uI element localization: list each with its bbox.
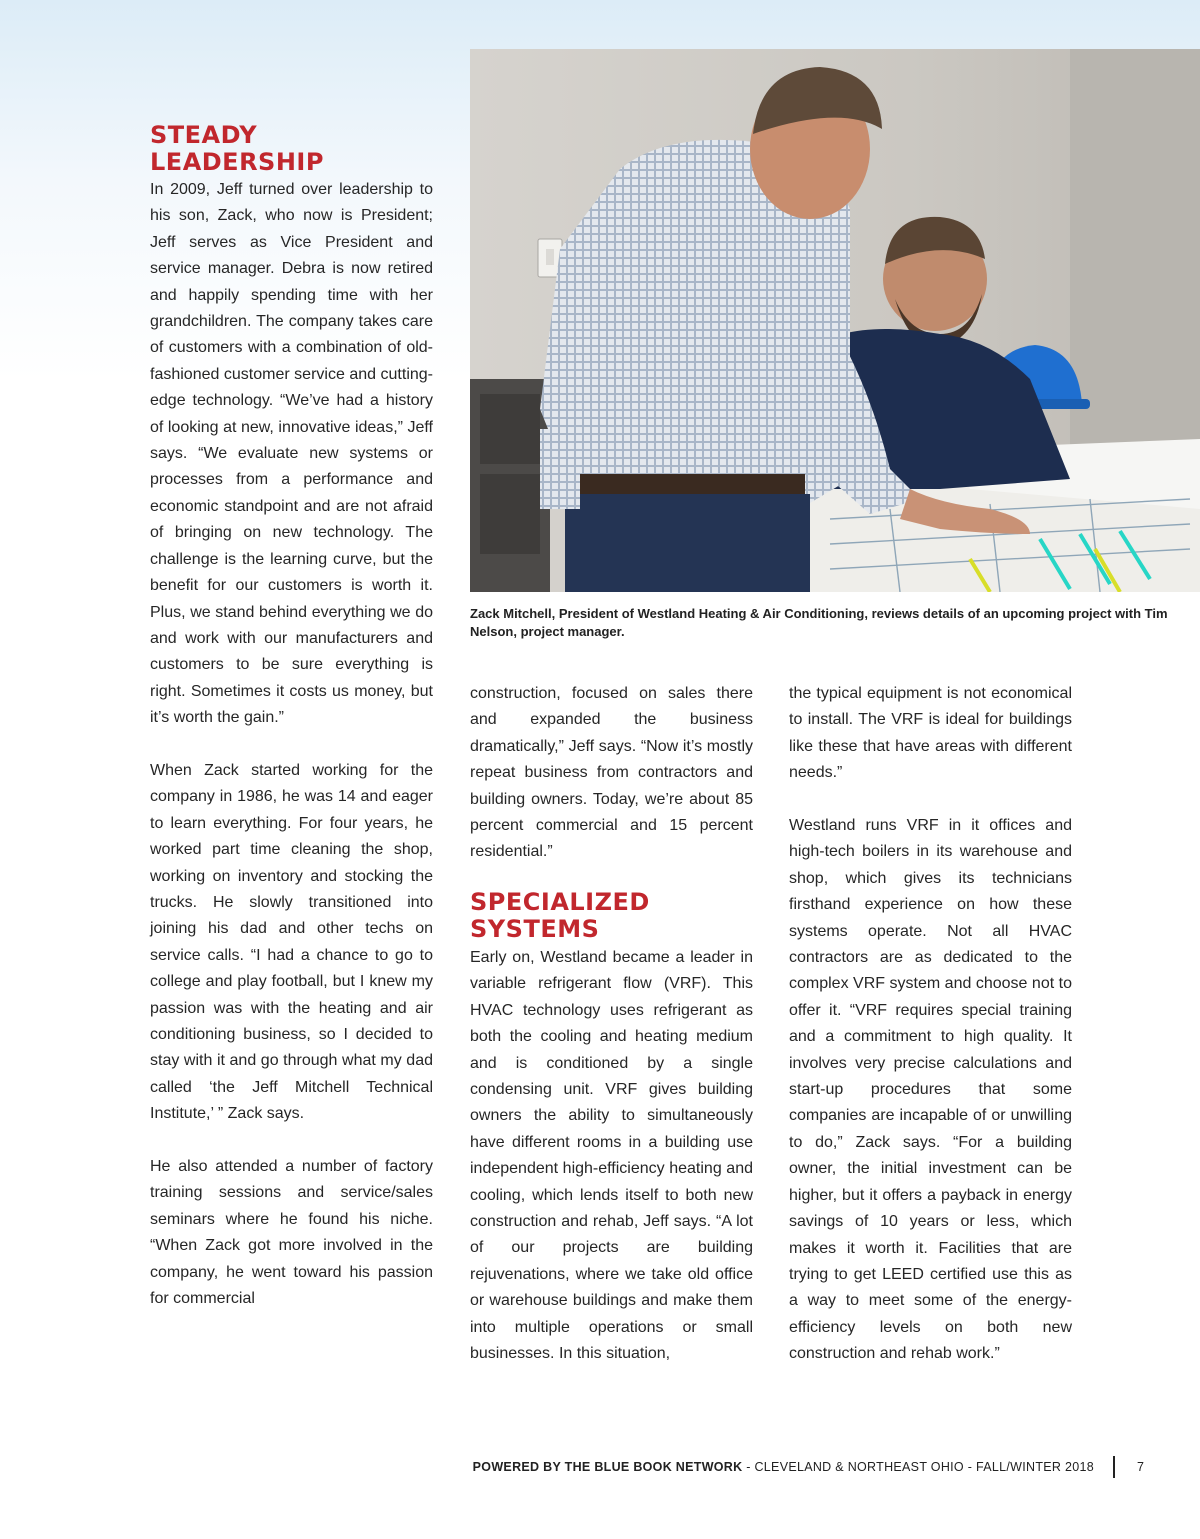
page-footer — [0, 1456, 1200, 1480]
article-column-3 — [789, 681, 1072, 1368]
article-column-1 — [150, 177, 433, 1312]
heading-line: SYSTEMS — [470, 915, 600, 943]
photo-illustration — [470, 49, 1200, 592]
section-heading-specialized-systems — [470, 889, 650, 943]
footer-brand: POWERED BY THE BLUE BOOK NETWORK — [472, 1460, 743, 1474]
article-column-2 — [470, 681, 753, 892]
section-heading-steady-leadership — [150, 122, 324, 176]
paragraph: When Zack started working for the company in 1986, he was 14 and eager to learn everything. For four years, he worked part time cleaning the shop, working on inventory and stocking the trucks. He slowly transitioned into joining his dad and other techs on service calls. “I had a chance to go to college and play football, but I knew my passion was with the heating and air conditioning business, so I decided to stay with it and go through what my dad called ‘the Jeff Mitchell Technical Institute,’ ” Zack says. — [150, 761, 433, 1123]
paragraph: construction, focused on sales there and expanded the business dramatically,” Jeff says. “Now it’s mostly repeat business from contractors and building owners. Today, we’re about 85 percent commercial and 15 percent residential.” — [470, 685, 753, 861]
footer-publication: - CLEVELAND & NORTHEAST OHIO - FALL/WINTER 2018 — [742, 1460, 1094, 1474]
paragraph: He also attended a number of factory training sessions and service/sales seminars where he found his niche. “When Zack got more involved in the company, he went toward his passion for commercial — [150, 1158, 433, 1308]
heading-line: STEADY — [150, 121, 258, 149]
article-column-2-continued — [470, 945, 753, 1368]
footer-text — [473, 1460, 1094, 1474]
page-number: 7 — [1137, 1460, 1144, 1474]
article-photo — [470, 49, 1200, 592]
heading-line: SPECIALIZED — [470, 888, 650, 916]
footer-divider — [1113, 1456, 1115, 1478]
paragraph: Early on, Westland became a leader in variable refrigerant flow (VRF). This HVAC technology uses refrigerant as both the cooling and heating medium and is conditioned by a single condensing unit. VRF gives building owners the ability to simultaneously have different rooms in a building use independent high-efficiency heating and cooling, which lends itself to both new construction and rehab, Jeff says. “A lot of our projects are building rejuvenations, where we take old office or warehouse buildings and make them into multiple operations or small businesses. In this situation, — [470, 949, 753, 1363]
photo-caption: Zack Mitchell, President of Westland Heating & Air Conditioning, reviews details of an upcoming project with Tim Nelson, project manager. — [470, 606, 1168, 639]
paragraph: Westland runs VRF in it offices and high-tech boilers in its warehouse and shop, which gives its technicians firsthand experience on how these systems operate. Not all HVAC contractors are as dedicated to the complex VRF system and choose not to offer it. “VRF requires special training and a commitment to high quality. It involves very precise calculations and start-up procedures that some companies are incapable of or unwilling to do,” Zack says. “For a building owner, the initial investment can be higher, but it offers a payback in energy savings of 10 years or less, which makes it worth it. Facilities that are trying to get LEED certified use this as a way to meet some of the energy-efficiency levels on both new construction and rehab work.” — [789, 817, 1072, 1363]
paragraph: In 2009, Jeff turned over leadership to his son, Zack, who now is President; Jeff serves as Vice President and service manager. Debra is now retired and happily spending time with her grandchildren. The company takes care of customers with a combination of old-fashioned customer service and cutting-edge technology. “We’ve had a history of looking at new, innovative ideas,” Jeff says. “We evaluate new systems or processes from a performance and economic standpoint and are not afraid of bringing on new technology. The challenge is the learning curve, but the benefit for our customers is worth it. Plus, we stand behind everything we do and work with our manufacturers and customers to be sure everything is right. Sometimes it costs us money, but it’s worth the gain.” — [150, 181, 433, 727]
heading-line: LEADERSHIP — [150, 148, 324, 176]
paragraph: the typical equipment is not economical to install. The VRF is ideal for buildings like these that have areas with different needs.” — [789, 685, 1072, 782]
